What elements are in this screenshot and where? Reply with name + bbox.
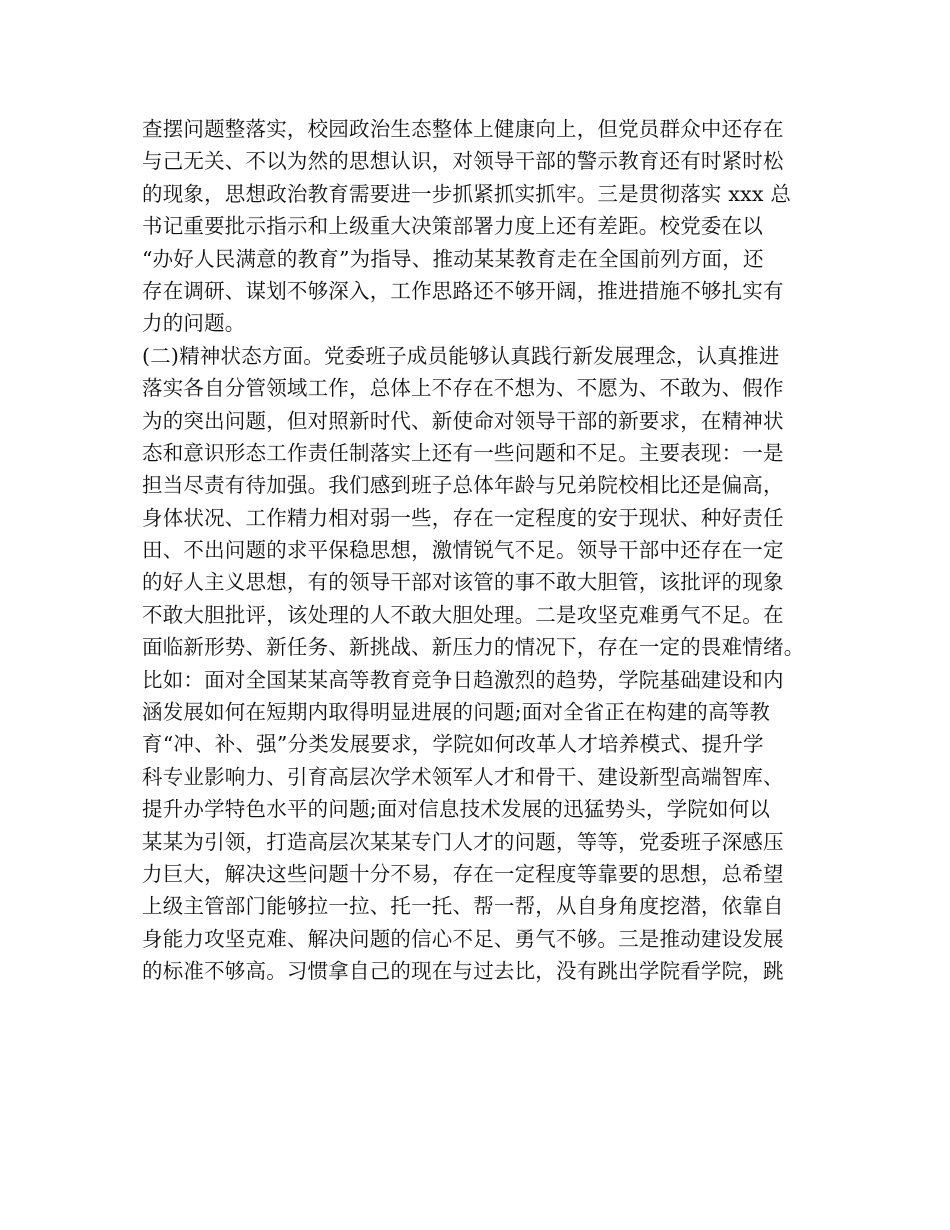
section-heading-line: (二)精神状态方面。党委班子成员能够认真践行新发展理念，认真推进 [142,343,780,368]
text-line: 面临新形势、新任务、新挑战、新压力的情况下，存在一定的畏难情绪。 [142,635,805,660]
text-line: 田、不出问题的求平保稳思想，激情锐气不足。领导干部中还存在一定 [142,538,784,563]
text-line: 担当尽责有待加强。我们感到班子总体年龄与兄弟院校相比还是偏高， [142,473,784,498]
text-line: 书记重要批示指示和上级重大决策部署力度上还有差距。校党委在以 [142,214,763,239]
text-line: 为的突出问题，但对照新时代、新使命对领导干部的新要求，在精神状 [142,408,784,433]
text-line: 的现象，思想政治教育需要进一步抓紧抓实抓牢。三是贯彻落实 xxx 总 [142,181,792,206]
text-line: 力巨大，解决这些问题十分不易，存在一定程度等靠要的思想，总希望 [142,861,784,886]
text-line: 存在调研、谋划不够深入，工作思路还不够开阔，推进措施不够扎实有 [142,278,784,303]
text-line: 查摆问题整落实，校园政治生态整体上健康向上，但党员群众中还存在 [142,117,784,141]
text-line: 力的问题。 [142,311,246,336]
text-line: 比如：面对全国某某高等教育竞争日趋激烈的趋势，学院基础建设和内 [142,667,784,692]
text-line: 科专业影响力、引育高层次学术领军人才和骨干、建设新型高端智库、 [142,764,784,789]
text-line: 提升办学特色水平的问题;面对信息技术发展的迅猛势头，学院如何以 [142,797,771,822]
text-line: 身能力攻坚克难、解决问题的信心不足、勇气不够。三是推动建设发展 [142,926,784,951]
text-line: 与己无关、不以为然的思想认识，对领导干部的警示教育还有时紧时松 [142,149,784,174]
text-line: 育“冲、补、强”分类发展要求，学院如何改革人才培养模式、提升学 [142,732,764,757]
text-line: 不敢大胆批评，该处理的人不敢大胆处理。二是攻坚克难勇气不足。在 [142,602,784,627]
text-line: 上级主管部门能够拉一拉、托一托、帮一帮，从自身角度挖潜，依靠自 [142,894,784,919]
text-line: “办好人民满意的教育”为指导、推动某某教育走在全国前列方面，还 [142,246,764,271]
text-line: 身体状况、工作精力相对弱一些，存在一定程度的安于现状、种好责任 [142,505,784,530]
text-line: 涵发展如何在短期内取得明显进展的问题;面对全省正在构建的高等教 [142,700,771,725]
text-line: 的好人主义思想，有的领导干部对该管的事不敢大胆管，该批评的现象 [142,570,784,595]
body-text [142,113,842,988]
text-line: 的标准不够高。习惯拿自己的现在与过去比，没有跳出学院看学院，跳 [142,959,784,984]
text-line: 落实各自分管领域工作，总体上不存在不想为、不愿为、不敢为、假作 [142,376,784,401]
text-line: 态和意识形态工作责任制落实上还有一些问题和不足。主要表现：一是 [142,440,784,465]
text-line: 某某为引领，打造高层次某某专门人才的问题，等等，党委班子深感压 [142,829,784,854]
